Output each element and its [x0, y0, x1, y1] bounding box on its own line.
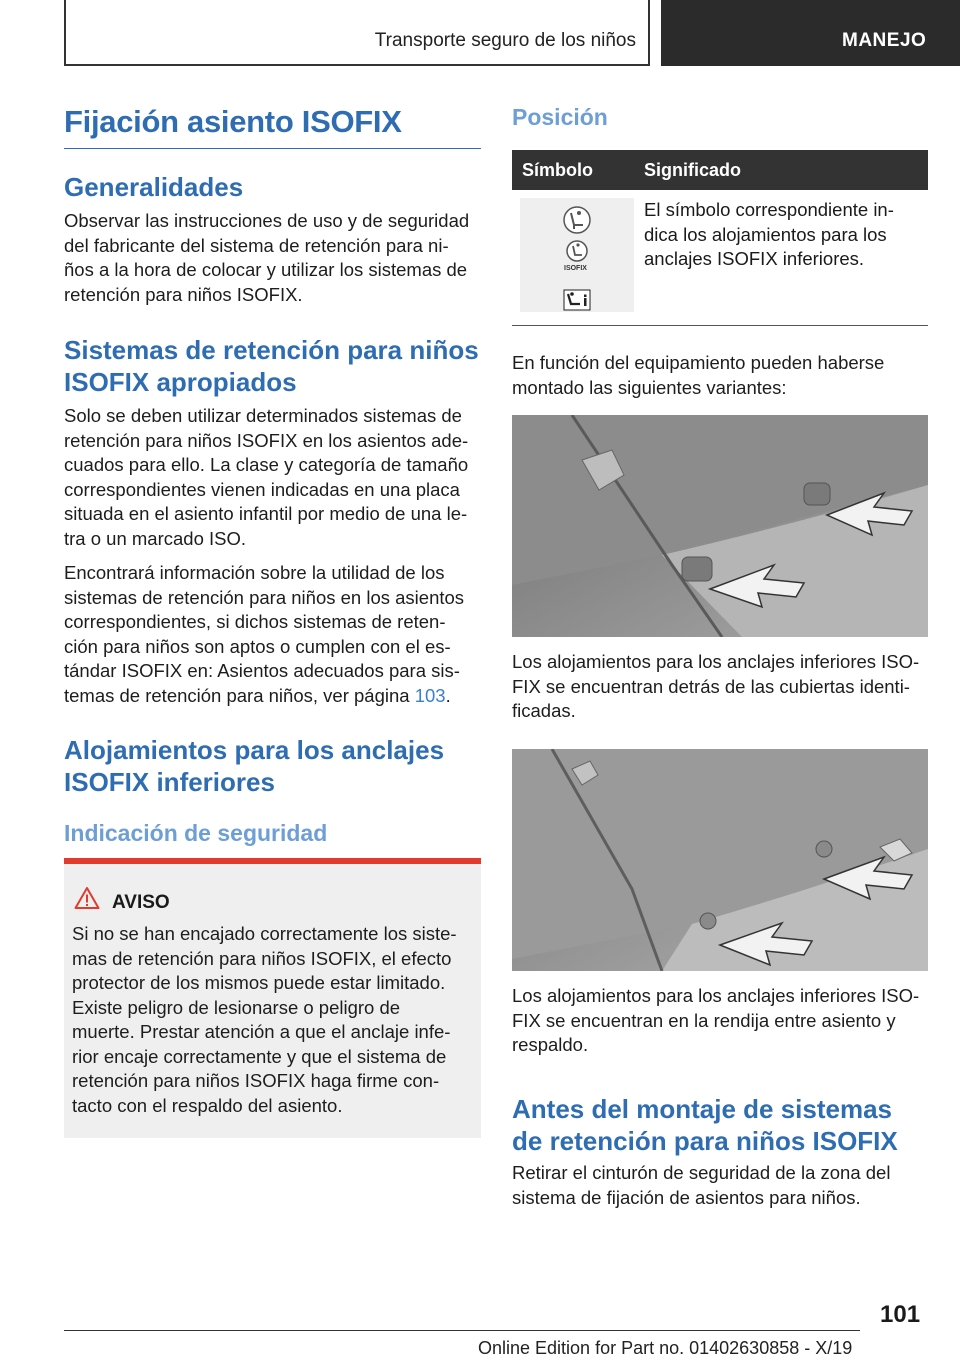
table-header-meaning: Significado [644, 160, 742, 180]
page-reference-link[interactable]: 103 [414, 684, 446, 706]
table-header [512, 150, 928, 190]
footer-rule [64, 1330, 860, 1331]
header-chapter-tab [661, 0, 960, 66]
paragraph-variantes: En función del equipamiento pueden haberse montado las siguientes variantes: [512, 352, 885, 398]
table-bottom-rule [512, 325, 928, 326]
warning-title: AVISO [112, 892, 170, 913]
isofix-seat-icon [520, 198, 634, 312]
heading-indicacion-seguridad: Indicación de seguridad [64, 820, 328, 846]
paragraph-sistemas-2: Encontrará información sobre la utilidad de los sistemas de retención para niños en los asientos correspondientes, si dichos sistemas de reten- ción para niños son aptos o cumplen con el es- tándar ISOFIX en: Asientos adecuados para sis- temas de retención para niños, ver página 103. [64, 562, 465, 706]
header-section-title: Transporte seguro de los niños [374, 30, 636, 51]
warning-box [64, 858, 481, 1138]
table-row [512, 190, 928, 320]
isofix-symbol-label: ISOFIX [564, 265, 587, 272]
caption-photo-2: Los alojamientos para los anclajes inferiores ISO- FIX se encuentran en la rendija entre asiento y respaldo. [512, 985, 920, 1055]
header-chapter-title: MANEJO [842, 30, 927, 51]
symbol-table [512, 150, 928, 320]
paragraph-sistemas-1: Solo se deben utilizar determinados sistemas de retención para niños ISOFIX en los asientos ade- cuados para ello. La clase y categoría de tamaño correspondientes vienen indicadas en una placa situada en el asiento infantil por medio de una le- tra o un marcado ISO. [64, 405, 469, 549]
seat-gap-illustration [512, 749, 928, 971]
heading-alojamientos: Alojamientos para los anclajes ISOFIX inferiores [64, 735, 445, 797]
title-rule [64, 148, 481, 149]
caption-photo-1: Los alojamientos para los anclajes inferiores ISO- FIX se encuentran detrás de las cubiertas identi- ficadas. [512, 651, 920, 721]
footer-edition: Online Edition for Part no. 01402630858 - X/19 [478, 1338, 853, 1358]
warning-text: Si no se han encajado correctamente los siste- mas de retención para niños ISOFIX, el efecto protector de los mismos puede estar limitado. Existe peligro de lesionarse o peligro de muerte. Prestar atención a que el anclaje infe- rior encaje correctamente y que el sistema de retención para niños ISOFIX haga firme con- tacto con el respaldo del asiento. [72, 923, 457, 1116]
heading-sistemas: Sistemas de retención para niños ISOFIX apropiados [64, 335, 479, 397]
header-section-tab [64, 0, 650, 66]
seat-covers-illustration [512, 415, 928, 637]
warning-triangle-icon [74, 886, 100, 910]
heading-posicion: Posición [512, 104, 608, 130]
page-title: Fijación asiento ISOFIX [64, 104, 402, 139]
page-number: 101 [880, 1301, 921, 1328]
heading-generalidades: Generalidades [64, 172, 244, 202]
photo-isofix-covers [512, 415, 928, 637]
paragraph-generalidades: Observar las instrucciones de uso y de seguridad del fabricante del sistema de retención para ni- ños a la hora de colocar y utilizar los sistemas de retención para niños ISOFIX. [64, 210, 470, 305]
paragraph-antes-montaje: Retirar el cinturón de seguridad de la zona del sistema de fijación de asientos para niños. [512, 1162, 891, 1208]
photo-isofix-gap [512, 749, 928, 971]
isofix-symbols [520, 198, 634, 312]
table-header-symbol: Símbolo [522, 160, 593, 180]
heading-antes-montaje: Antes del montaje de sistemas de retención para niños ISOFIX [512, 1094, 898, 1156]
table-cell-meaning: El símbolo correspondiente in- dica los alojamientos para los anclajes ISOFIX inferiores. [644, 199, 894, 269]
